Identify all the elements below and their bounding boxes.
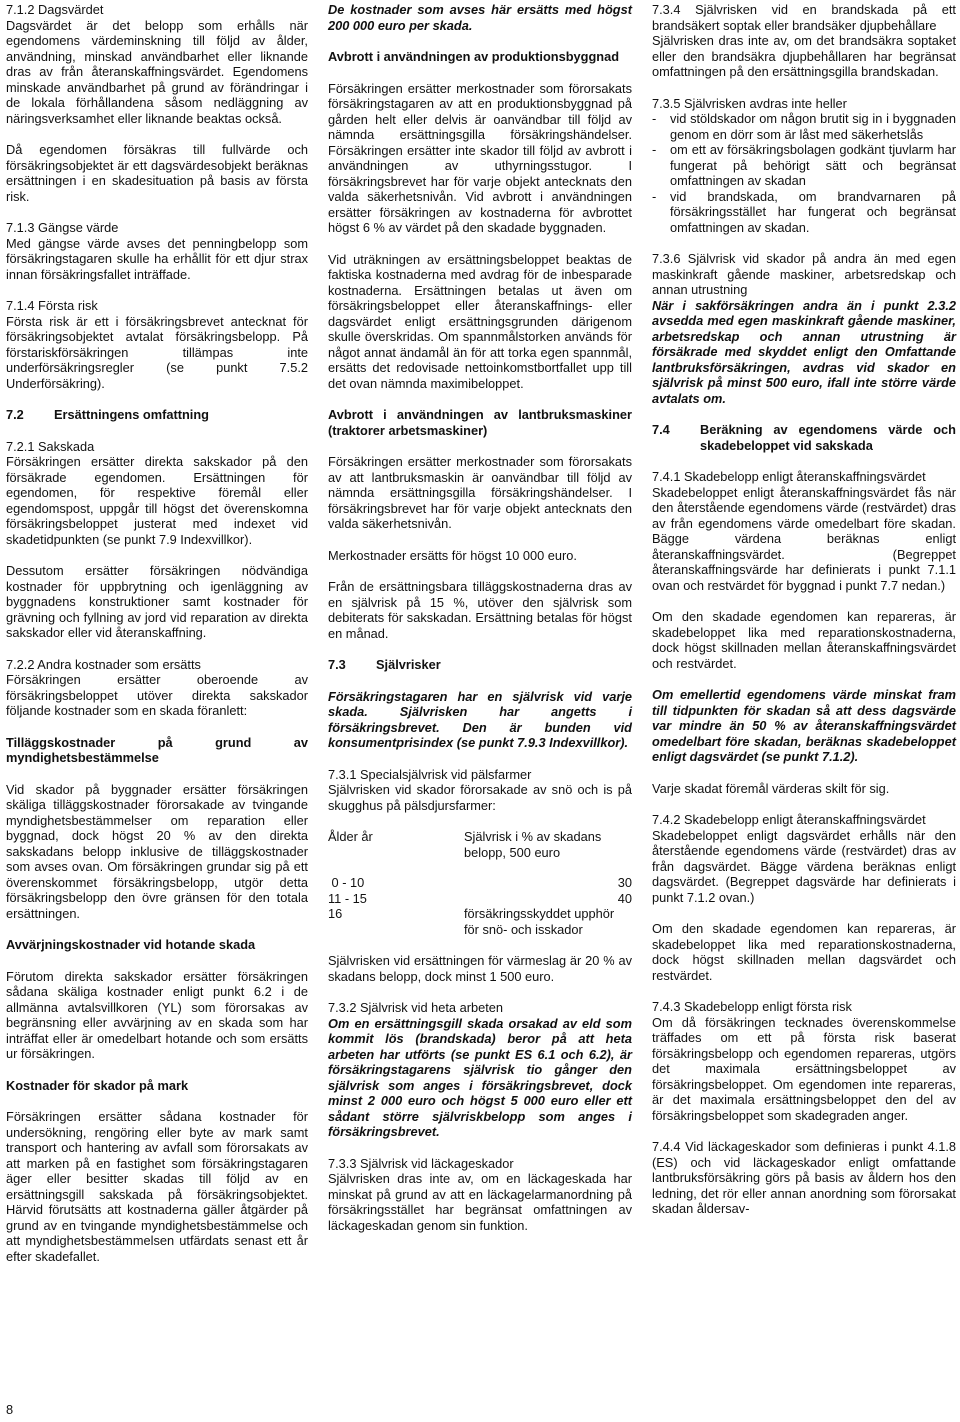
table-row [328,875,632,891]
paragraph: Försäkringen ersätter direkta sakskador på den försäkrade egendomen. Ersättningen för egendomen, för respektive föremål eller egendomspost, uppgår till högst det överenskomna försäkringsbeloppet justerat med indexet vid skadetidpunkten (se punkt 7.9 Indexvillkor). [6,454,308,547]
paragraph: Om den skadade egendomen kan repareras, är skadebeloppet lika med reparationskostnaderna, dock högst skillnaden mellan dagsvärdet och restvärdet. [652,921,956,983]
paragraph: Dagsvärdet är det belopp som erhålls när egendomens värdeminskning till följd av ålder, användning, minskad användbarhet eller liknande dras av från återanskaffningsvärdet. Egendomens minskade användbarhet på grund av förändringar i de lokala förhållandena såsom nedläggning av näringsverksamhet eller liknande beaktas också. [6,17,308,126]
emphasis-paragraph: Försäkringstagaren har en självrisk vid varje skada. Självrisken har angetts i försäkringsbrevet. Den är bunden vid konsumentprisindex (se punkt 7.9.3 Indexvillkor). [328,688,632,750]
subheading-myndighet: Tilläggskostnader på grund av myndighetsbestämmelse [6,734,308,765]
section-heading-7-1-4: 7.1.4 Första risk [6,298,98,313]
section-heading-7-3-5: 7.3.5 Självrisken avdras inte heller [652,95,847,111]
paragraph: 7.4.4 Vid läckageskador som definieras i punkt 4.1.8 (ES) och vid läckageskador enligt omfattande lantbruksförsäkring görs på basis av åldern hos den ledning, det rör eller annan anordning som förorsakat skadan åldersav- [652,1139,956,1216]
section-title-7-3 [328,657,632,673]
paragraph: Om den skadade egendomen kan repareras, är skadebeloppet lika med reparationskostnaderna, dock högst skillnaden mellan återanskaffningsvärdet och restvärdet. [652,609,956,671]
section-heading-7-1-3: 7.1.3 Gängse värde [6,220,119,235]
paragraph: Försäkringen ersätter merkostnader som förorsakats försäkringstagaren av att en produktionsbyggnad på gården helt eller delvis är oanvändbar till följd av nämnda ersättningsgilla försäkringshändelser. Försäkringen ersätter inte skador till följd av avbrott i användningen av uthyrningsstugor. I försäkringsbrevet har för varje objekt antecknats den valda säkerhetsnivån. Vid avbrott i användningen ersätter försäkringen av kostnaderna för avbrottet högst 6 % av värdet på den skadade byggnaden. [328,80,632,235]
table-cell-value: 40 [617,890,632,906]
section-number: 7.4 [652,422,670,437]
list-item-text: vid stöldskador om någon brutit sig in i byggnaden genom en dörr som är låst med säkerhetslås [670,111,956,142]
table-header-age: Ålder år [328,829,373,844]
table-row [328,906,632,937]
table-row [328,891,632,907]
section-heading-7-2-1: 7.2.1 Sakskada [6,438,95,454]
section-heading-7-2-2: 7.2.2 Andra kostnader som ersätts [6,656,201,672]
section-heading-7-3-2: 7.3.2 Självrisk vid heta arbeten [328,1000,503,1015]
subheading-avbrott-maskin: Avbrott i användningen av lantbruksmaskiner (traktorer arbetsmaskiner) [328,407,632,438]
table-header-row [328,829,632,860]
deductible-table [328,829,632,937]
table-cell-age: 11 - 15 [328,890,367,906]
table-cell-age: 16 [328,906,343,921]
section-heading-7-1-2: 7.1.2 Dagsvärdet [6,2,104,17]
section-title-7-2 [6,407,308,423]
table-header-deductible: Självrisk i % av skadans belopp, 500 euro [464,829,602,860]
column-right [652,2,956,1233]
dash-bullet: - [652,188,657,204]
paragraph: Första risk är ett i försäkringsbrevet antecknat för försäkringsobjektet avtalat försäkringsbelopp. På förstariskförsäkringen tillämpas inte underförsäkringsregler (se punkt 7.5.2 Underförsäkring). [6,313,308,391]
section-heading-7-4-2: 7.4.2 Skadebelopp enligt återanskaffningsvärdet [652,812,926,827]
paragraph: Vid skador på byggnader ersätter försäkringen skäliga tilläggskostnader förorsakade av tvingande myndighetsbestämmelser om reparation eller byggnad, dock högst 20 % av den direkta sakskadans belopp inklusive de tilläggskostnader som avses ovan. Om försäkringen grundar sig på ett överenskommet försäkringsbelopp, utgör detta försäkringsbelopp den övre gränsen för den totala ersättningen. [6,781,308,921]
column-left [6,2,308,1280]
section-title: Ersättningens omfattning [54,407,209,422]
paragraph: Självrisken vid skador förorsakade av snö och is på skugghus på pälsdjursfarmer: [328,782,632,813]
section-heading-7-3-1: 7.3.1 Specialsjälvrisk vid pälsfarmer [328,766,532,782]
dash-bullet: - [652,111,657,126]
section-heading-7-3-6: 7.3.6 Självrisk vid skador på andra än med egen maskinkraft gående maskiner, arbetsredskap och annan utrustning [652,251,956,297]
paragraph: Varje skadat föremål värderas skilt för sig. [652,780,890,796]
list-item [652,142,956,189]
list-item [652,189,956,236]
table-cell-value: försäkringsskyddet upphör för snö- och isskador [464,906,615,937]
table-cell-age: 0 - 10 [328,875,365,890]
list-item-text: vid brandskada, om brandvarnaren på försäkringsstället har fungerat och begränsat omfattningen av skadan. [670,188,956,235]
section-heading-7-3-3: 7.3.3 Självrisk vid läckageskador [328,1155,514,1171]
paragraph: Försäkringen ersätter merkostnader som förorsakats av att lantbruksmaskin är oanvändbar till följd av nämnda ersättningsgilla försäkringshändelser. I försäkringsbrevet har för varje objekt antecknats den valda säkerhetsnivån. [328,454,632,531]
paragraph: Merkostnader ersätts för högst 10 000 euro. [328,547,577,563]
paragraph: Dessutom ersätter försäkringen nödvändiga kostnader för uppbrytning och igenläggning av byggnadens konstruktioner samt kostnader för grävning och fyllning av jord vid reparation av direkta sakskador eller vid återanskaffning. [6,563,308,640]
subheading-mark: Kostnader för skador på mark [6,1077,189,1093]
paragraph: Med gängse värde avses det penningbelopp som försäkringstagaren skulle ha erhållit för ett djur strax innan försäkringsfallet inträffade. [6,235,308,282]
paragraph: Om då försäkringen tecknades överenskommelse träffades om ett på första risk baserat försäkringsbelopp och egendomen repareras, utgörs det maximala ersättningsbeloppet av försäkringsbeloppet. Om egendomen inte repareras, är det maximala ersättningsbeloppet den del av försäkringsbeloppet som skadegraden anger. [652,1014,956,1123]
section-title-7-4 [652,422,956,453]
list-item [652,111,956,142]
section-heading-7-4-3: 7.4.3 Skadebelopp enligt första risk [652,999,852,1014]
emphasis-paragraph: Om emellertid egendomens värde minskat fram till tidpunkten för skadan så att dess dagsvärde var mindre än 50 % av återanskaffningsvärdet omedelbart före skadan, beräknas skadebeloppet enligt dagsvärdet (se punkt 7.1.2). [652,687,956,764]
section-title: Beräkning av egendomens värde och skadebeloppet vid sakskada [700,422,956,453]
paragraph: Då egendomen försäkras till fullvärde och försäkringsobjektet är ett dagsvärdesobjekt beräknas ersättningen i en skadesituation på basis av första risk. [6,142,308,204]
emphasis-paragraph: De kostnader som avses här ersätts med högst 200 000 euro per skada. [328,2,632,33]
paragraph: Försäkringen ersätter oberoende av försäkringsbeloppet utöver direkta sakskador följande kostnader som en skada föranlett: [6,672,308,718]
table-cell-value: 30 [617,875,632,890]
emphasis-paragraph: När i sakförsäkringen andra än i punkt 2.3.2 avsedda med egen maskinkraft gående maskiner, arbetsredskap och annan utrustning är försäkrade med skyddet enligt den Omfattande lantbruksförsäkringen, avdras vid skador en självrisk på minst 500 euro, ifall inte större värde avtalats om. [652,297,956,406]
paragraph: Vid uträkningen av ersättningsbeloppet beaktas de faktiska kostnaderna med avdrag för de inbesparade kostnaderna. Ersättningen betalas ut även om försäkringsbeloppet eller återanskaffnings- eller dagsvärdet enligt ersättningsgrunden därigenom skulle överskridas. Om spannmålstorken används för något annat ändamål än för att torka egen spannmål, ersätts det redovisade nettoinkomstbortfallet upp till det ovan nämnda maximibeloppet. [328,251,632,391]
section-heading-7-3-4: 7.3.4 Självrisken vid en brandskada på ett brandsäkert soptak eller brandsäker djupbehållare [652,2,956,33]
list-item-text: om ett av försäkringsbolagen godkänt tjuvlarm har fungerat på behörigt sätt och begränsat omfattningen av skadan [670,142,956,188]
paragraph: Förutom direkta sakskador ersätter försäkringen sådana skäliga kostnader enligt punkt 6.2 i de allmänna avtalsvillkoren (YL) som förorsakas av begränsning eller avvärjning av en skada som har inträffat eller är omedelbart hotande och som ersätts ur försäkringen. [6,968,308,1061]
paragraph: Skadebeloppet enligt dagsvärdet erhålls när den återstående egendomens värde (restvärdet) dras av från dagsvärdet. Bägge värdena beräknas enligt dagsvärdet. (Begreppet dagsvärde har definierats i punkt 7.1.2 ovan.) [652,827,956,905]
paragraph: Från de ersättningsbara tilläggskostnaderna dras av en självrisk på 15 %, utöver den självrisk som debiterats för sakskadan. Ersättning betalas för högst en månad. [328,579,632,641]
column-middle [328,2,632,1249]
emphasis-paragraph: Om en ersättningsgill skada orsakad av eld som kommit lös (brandskada) beror på att heta arbeten har utförts (se punkt ES 6.1 och 6.2), är försäkringstagarens självrisk tio gånger den självrisk som anges i försäkringsbrevet, dock minst 2 000 euro och högst 5 000 euro eller ett sådant större självriskbelopp som anges i försäkringsbrevet. [328,1015,632,1139]
section-number: 7.2 [6,407,24,422]
paragraph: Självrisken vid ersättningen för värmeslag är 20 % av skadans belopp, dock minst 1 500 euro. [328,953,632,984]
paragraph: Självrisken dras inte av, om en läckageskada har minskat på grund av att en läckagelarmanordning på försäkringsstället har begränsat omfattningen av läckageskadan genom sin funktion. [328,1171,632,1233]
paragraph: Försäkringen ersätter sådana kostnader för undersökning, rengöring eller byte av mark samt transport och hantering av avfall som förorsakats av att marken på en fastighet som försäkringstagaren äger eller besitter skadas till följd av en ersättningsgill sakskada på försäkringsobjektet. Härvid förutsätts att kostnaderna gäller åtgärder på grund av en tvingande myndighetsbestämmelse och att myndighetsbestämmelsen utfärdats senast ett år efter skadefallet. [6,1109,308,1264]
subheading-avbrott-byggnad: Avbrott i användningen av produktionsbyggnad [328,49,620,64]
page-number: 8 [6,1402,14,1417]
subheading-avvarjning: Avvärjningskostnader vid hotande skada [6,937,256,952]
section-number: 7.3 [328,657,346,672]
paragraph: Självrisken dras inte av, om det brandsäkra soptaket eller den brandsäkra djupbehållaren har begränsat omfattningen på den ersättningsgilla brandskadan. [652,33,956,79]
dash-bullet: - [652,142,657,157]
paragraph: Skadebeloppet enligt återanskaffningsvärdet fås när den återstående egendomens värde (restvärdet) dras av från egendomens värde omedelbart före skadan. Bägge värdena beräknas enligt återanskaffningsvärdet. (Begreppet återanskaffningsvärde har definierats i punkt 7.1.1 ovan och restvärdet för byggnad i punkt 7.7 nedan.) [652,484,956,593]
section-title: Självrisker [376,657,441,672]
section-heading-7-4-1: 7.4.1 Skadebelopp enligt återanskaffningsvärdet [652,469,926,484]
